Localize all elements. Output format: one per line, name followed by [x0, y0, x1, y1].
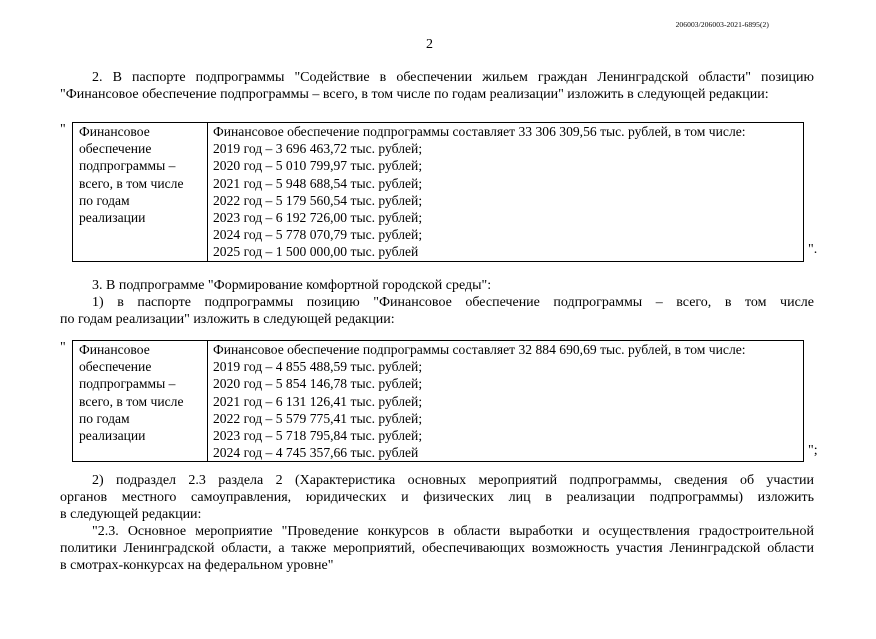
- financing-year-row: 2024 год – 4 745 357,66 тыс. рублей: [213, 445, 419, 461]
- label-line: реализации: [79, 428, 146, 444]
- financing-year-row: 2019 год – 3 696 463,72 тыс. рублей;: [213, 141, 423, 157]
- financing-year-row: 2023 год – 5 718 795,84 тыс. рублей;: [213, 428, 423, 444]
- financing-year-row: 2020 год – 5 854 146,78 тыс. рублей;: [213, 376, 423, 392]
- section3-title: 3. В подпрограмме "Формирование комфортной городской среды":: [92, 278, 492, 293]
- financing-year-row: 2021 год – 5 948 688,54 тыс. рублей;: [213, 175, 423, 191]
- label-line: реализации: [79, 210, 146, 226]
- section3-item2-line3: в следующей редакции:: [60, 507, 202, 522]
- financing-label-cell: [73, 341, 208, 462]
- label-line: подпрограммы –: [79, 158, 176, 174]
- open-quote: ": [60, 340, 66, 355]
- financing-year-row: 2022 год – 5 179 560,54 тыс. рублей;: [213, 192, 423, 208]
- financing-year-row: 2022 год – 5 579 775,41 тыс. рублей;: [213, 410, 423, 426]
- subsection-line2: политики Ленинградской области, а также мероприятий, обеспечивающих возможность участия Ленинградской области: [60, 541, 814, 556]
- label-line: всего, в том числе: [79, 393, 184, 409]
- label-line: по годам: [79, 192, 130, 208]
- section3-item1-line1: 1) в паспорте подпрограммы позицию "Финансовое обеспечение подпрограммы – всего, в том числе: [92, 295, 814, 310]
- label-line: всего, в том числе: [79, 175, 184, 191]
- financing-year-row: 2023 год – 6 192 726,00 тыс. рублей;: [213, 210, 423, 226]
- section2-line2: "Финансовое обеспечение подпрограммы – всего, в том числе по годам реализации" изложить в следующей редакции:: [60, 87, 769, 102]
- label-line: Финансовое: [79, 342, 150, 357]
- label-line: Финансовое: [79, 124, 150, 139]
- label-line: обеспечение: [79, 359, 152, 375]
- section3-item1-line2: по годам реализации" изложить в следующей редакции:: [60, 312, 395, 327]
- financing-table-housing: [72, 122, 804, 262]
- label-line: подпрограммы –: [79, 376, 176, 392]
- close-quote: ";: [808, 443, 818, 458]
- section2-line1: 2. В паспорте подпрограммы "Содействие в обеспечении жильем граждан Ленинградской области" позицию: [92, 70, 814, 85]
- financing-year-row: 2019 год – 4 855 488,59 тыс. рублей;: [213, 359, 423, 375]
- label-line: по годам: [79, 410, 130, 426]
- financing-year-row: 2025 год – 1 500 000,00 тыс. рублей: [213, 244, 419, 260]
- financing-data-cell: [208, 341, 804, 462]
- page-number: 2: [426, 37, 433, 52]
- document-id: 206003/206003-2021-6895(2): [675, 20, 769, 29]
- financing-year-row: 2021 год – 6 131 126,41 тыс. рублей;: [213, 393, 423, 409]
- close-quote: ".: [808, 242, 818, 257]
- section3-item2-line2: органов местного самоуправления, юридических и физических лиц в реализации подпрограммы) изложить: [60, 490, 814, 505]
- financing-label-cell: [73, 123, 208, 262]
- financing-data-cell: [208, 123, 804, 262]
- open-quote: ": [60, 122, 66, 137]
- financing-total: Финансовое обеспечение подпрограммы составляет 33 306 309,56 тыс. рублей, в том числе:: [213, 124, 746, 139]
- financing-total: Финансовое обеспечение подпрограммы составляет 32 884 690,69 тыс. рублей, в том числе:: [213, 342, 746, 357]
- subsection-line1: "2.3. Основное мероприятие "Проведение конкурсов в области выработки и осуществления градостроительной: [92, 524, 814, 539]
- financing-table-urban: [72, 340, 804, 462]
- section3-item2-line1: 2) подраздел 2.3 раздела 2 (Характеристика основных мероприятий подпрограммы, сведения об участии: [92, 473, 814, 488]
- subsection-line3: в смотрах-конкурсах на федеральном уровне": [60, 558, 334, 573]
- label-line: обеспечение: [79, 141, 152, 157]
- financing-year-row: 2020 год – 5 010 799,97 тыс. рублей;: [213, 158, 423, 174]
- financing-year-row: 2024 год – 5 778 070,79 тыс. рублей;: [213, 227, 423, 243]
